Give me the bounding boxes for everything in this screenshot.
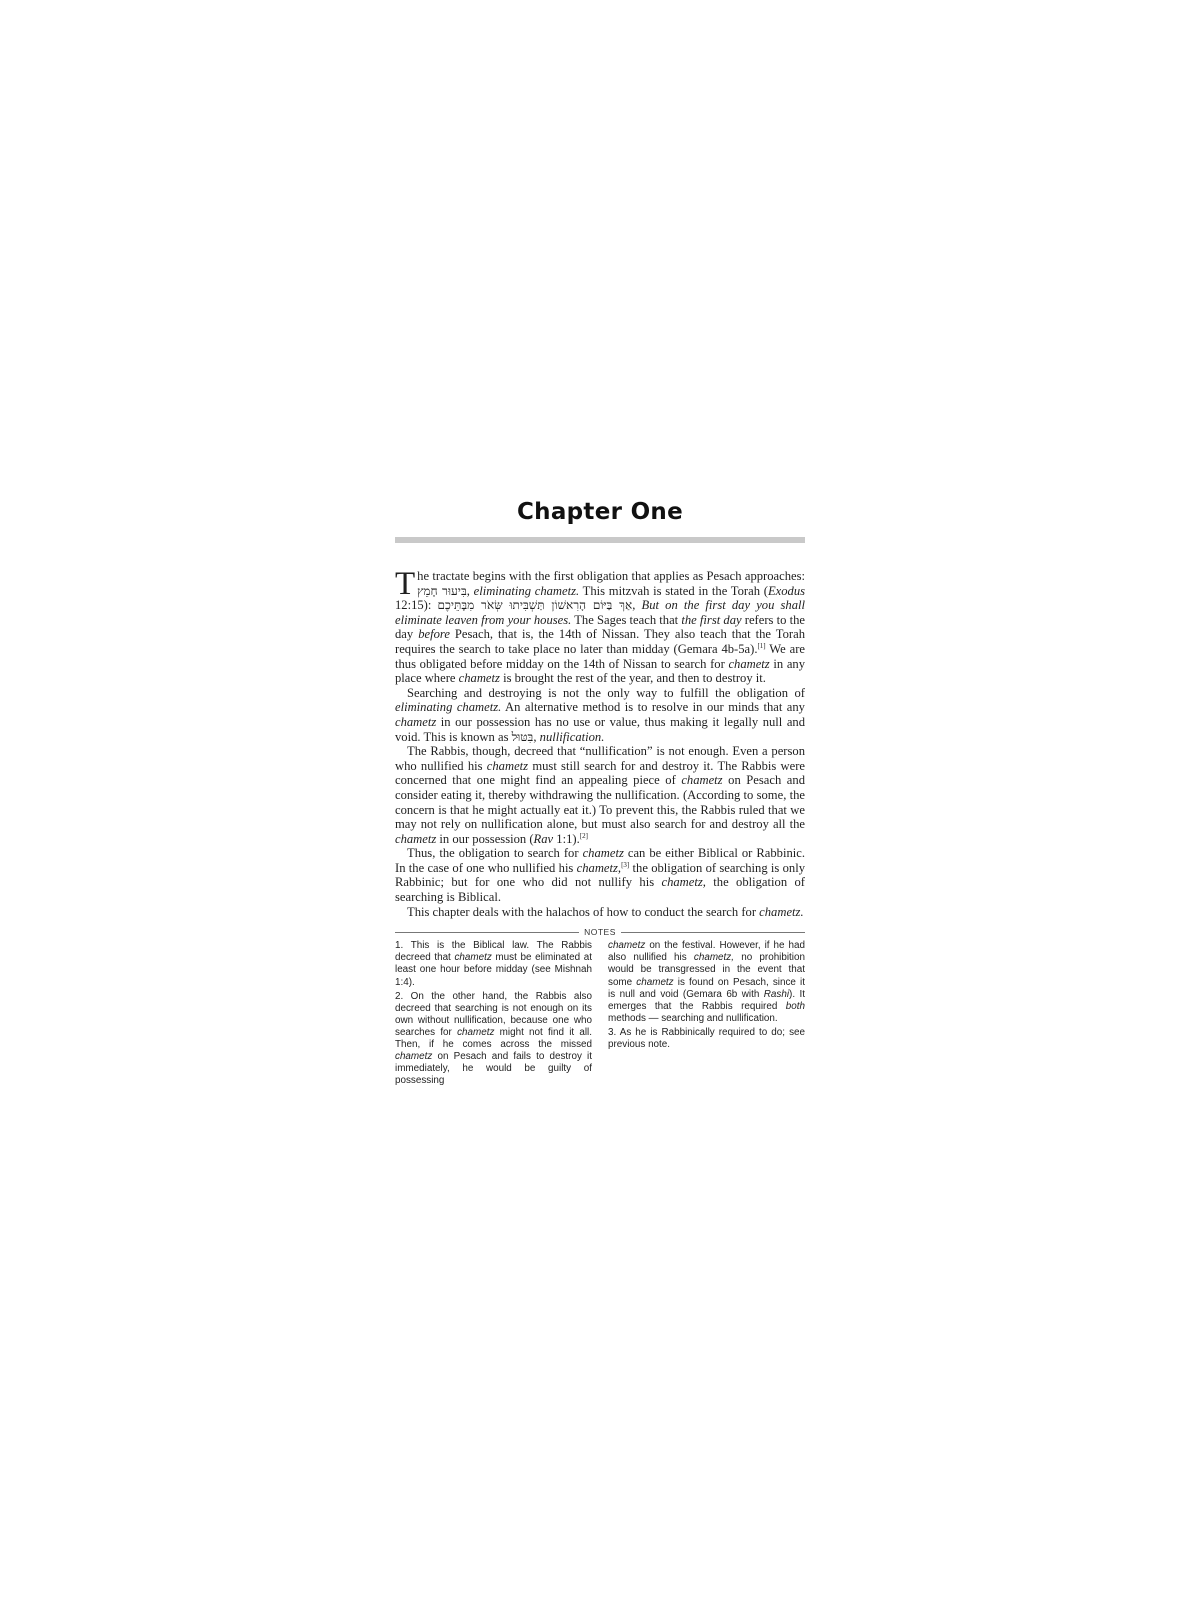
paragraph-4: Thus, the obligation to search for chametz can be either Biblical or Rabbinic. In the case of one who nullified his chametz,[3] the obligation of searching is only Rabbinic; but for one who did not nullify his chametz, the obligation of searching is Biblical. xyxy=(395,846,806,905)
hebrew-verse: אַךְ בַּיּוֹם הָרִאשׁוֹן תַּשְׁבִּיתוּ שְּׂאֹר מִבָּתֵּיכֶם xyxy=(437,598,633,613)
footnote-1: 1. This is the Biblical law. The Rabbis decreed that chametz must be eliminated at least one hour before midday (see Mishnah 1:4). xyxy=(395,940,592,988)
hebrew-phrase: בִּיעוּר חָמֵץ xyxy=(417,583,467,598)
footnote-3: 3. As he is Rabbinically required to do; see previous note. xyxy=(608,1026,805,1050)
footnote-ref-3: [3] xyxy=(621,860,630,869)
paragraph-1: The tractate begins with the first obligation that applies as Pesach approaches: בִּיעוּר חָמֵץ, eliminating chametz. This mitzvah is stated in the Torah (Exodus 12:15): אַךְ בַּיּוֹם הָרִאשׁוֹן תַּשְׁבִּיתוּ שְּׂאֹר מִבָּתֵּיכֶם, But on the first day you shall eliminate leaven from your houses. The Sages teach that the first day refers to the day before Pesach, that is, the 14th of Nissan. They also teach that the Torah requires the search to take place no later than midday (Gemara 4b-5a).[1] We are thus obligated before midday on the 14th of Nissan to search for chametz in any place where chametz is brought the rest of the year, and then to destroy it. xyxy=(395,566,806,686)
book-page xyxy=(395,495,805,1089)
notes-column-right xyxy=(608,940,805,1089)
footnotes xyxy=(395,940,805,1089)
chapter-title: Chapter One xyxy=(516,499,683,525)
main-text xyxy=(395,566,806,919)
notes-label: NOTES xyxy=(584,927,616,938)
paragraph-2: Searching and destroying is not the only way to fulfill the obligation of eliminating chametz. An alternative method is to resolve in our minds that any chametz in our possession has no use or value, thus making it legally null and void. This is known as בִּטּוּל, nullification. xyxy=(395,685,805,744)
footnote-ref-2: [2] xyxy=(579,831,588,840)
hebrew-term: בִּטּוּל xyxy=(511,729,534,744)
notes-column-left xyxy=(395,940,592,1089)
title-rule xyxy=(395,537,805,543)
notes-divider xyxy=(395,927,805,937)
paragraph-5: This chapter deals with the halachos of how to conduct the search for chametz. xyxy=(407,904,804,919)
footnote-2-start: 2. On the other hand, the Rabbis also decreed that searching is not enough on its own without nullification, because one who searches for chametz might not find it all. Then, if he comes across the missed chametz on Pesach and fails to destroy it immediately, he would be guilty of possessing xyxy=(395,990,592,1087)
footnote-2-cont: chametz on the festival. However, if he had also nullified his chametz, no prohibition would be transgressed in the event that some chametz is found on Pesach, since it is null and void (Gemara 6b with Rashi). It emerges that the Rabbis required both methods — searching and nullification. xyxy=(608,940,806,1024)
drop-cap: T xyxy=(395,566,416,602)
footnote-ref-1: [1] xyxy=(757,641,766,650)
paragraph-3: The Rabbis, though, decreed that “nullification” is not enough. Even a person who nullified his chametz must still search for and destroy it. The Rabbis were concerned that one might find an appealing piece of chametz on Pesach and consider eating it, thereby withdrawing the nullification. (According to some, the concern is that he might actually eat it.) To prevent this, the Rabbis ruled that we may not rely on nullification alone, but must also search for and destroy all the chametz in our possession (Rav 1:1).[2] xyxy=(395,744,805,846)
